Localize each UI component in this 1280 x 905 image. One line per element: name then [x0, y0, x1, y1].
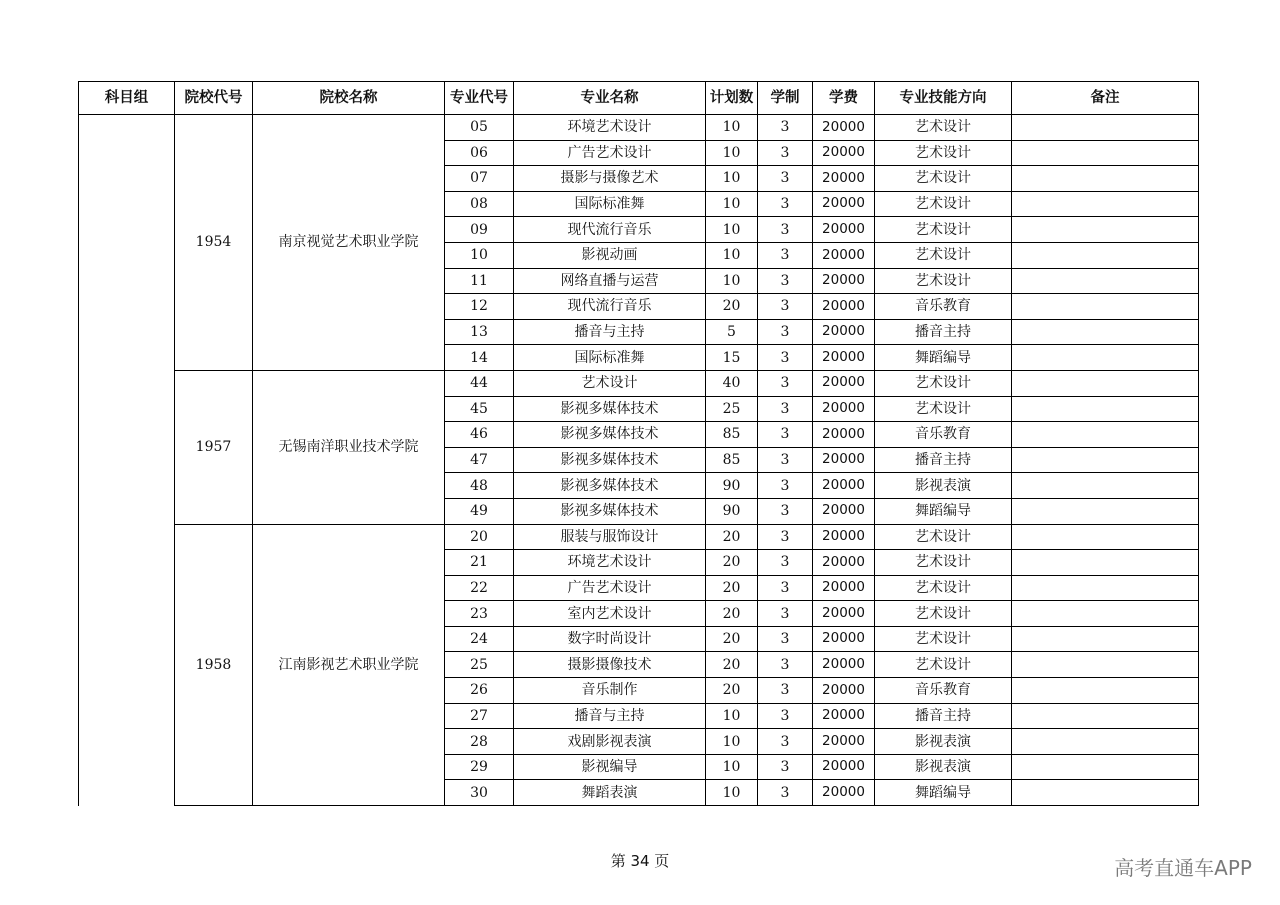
skill-direction-cell: 艺术设计	[875, 396, 1012, 422]
remark-cell	[1012, 115, 1199, 141]
duration-cell: 3	[758, 370, 813, 396]
tuition-cell: 20000	[813, 601, 875, 627]
major-code-cell: 49	[445, 498, 514, 524]
header-major-code: 专业代号	[445, 82, 514, 115]
skill-direction-cell: 播音主持	[875, 319, 1012, 345]
major-name-cell: 现代流行音乐	[514, 217, 706, 243]
enrollment-table	[78, 81, 1199, 806]
major-code-cell: 09	[445, 217, 514, 243]
plan-count-cell: 20	[706, 652, 758, 678]
major-name-cell: 室内艺术设计	[514, 601, 706, 627]
major-code-cell: 08	[445, 191, 514, 217]
skill-direction-cell: 音乐教育	[875, 678, 1012, 704]
major-name-cell: 影视多媒体技术	[514, 498, 706, 524]
major-code-cell: 26	[445, 678, 514, 704]
school-code-cell: 1957	[175, 370, 253, 524]
major-code-cell: 23	[445, 601, 514, 627]
remark-cell	[1012, 754, 1199, 780]
remark-cell	[1012, 268, 1199, 294]
plan-count-cell: 10	[706, 729, 758, 755]
major-name-cell: 广告艺术设计	[514, 140, 706, 166]
major-name-cell: 国际标准舞	[514, 345, 706, 371]
plan-count-cell: 20	[706, 524, 758, 550]
major-name-cell: 舞蹈表演	[514, 780, 706, 806]
duration-cell: 3	[758, 780, 813, 806]
duration-cell: 3	[758, 652, 813, 678]
major-name-cell: 播音与主持	[514, 319, 706, 345]
remark-cell	[1012, 370, 1199, 396]
header-duration: 学制	[758, 82, 813, 115]
remark-cell	[1012, 626, 1199, 652]
remark-cell	[1012, 242, 1199, 268]
tuition-cell: 20000	[813, 268, 875, 294]
plan-count-cell: 90	[706, 498, 758, 524]
major-code-cell: 13	[445, 319, 514, 345]
skill-direction-cell: 播音主持	[875, 703, 1012, 729]
skill-direction-cell: 艺术设计	[875, 626, 1012, 652]
tuition-cell: 20000	[813, 396, 875, 422]
major-name-cell: 网络直播与运营	[514, 268, 706, 294]
tuition-cell: 20000	[813, 652, 875, 678]
major-code-cell: 06	[445, 140, 514, 166]
duration-cell: 3	[758, 729, 813, 755]
tuition-cell: 20000	[813, 319, 875, 345]
duration-cell: 3	[758, 498, 813, 524]
header-remarks: 备注	[1012, 82, 1199, 115]
duration-cell: 3	[758, 345, 813, 371]
remark-cell	[1012, 703, 1199, 729]
tuition-cell: 20000	[813, 703, 875, 729]
plan-count-cell: 10	[706, 191, 758, 217]
skill-direction-cell: 影视表演	[875, 473, 1012, 499]
duration-cell: 3	[758, 575, 813, 601]
remark-cell	[1012, 191, 1199, 217]
tuition-cell: 20000	[813, 115, 875, 141]
duration-cell: 3	[758, 242, 813, 268]
duration-cell: 3	[758, 140, 813, 166]
duration-cell: 3	[758, 166, 813, 192]
skill-direction-cell: 艺术设计	[875, 524, 1012, 550]
plan-count-cell: 40	[706, 370, 758, 396]
major-name-cell: 音乐制作	[514, 678, 706, 704]
major-name-cell: 戏剧影视表演	[514, 729, 706, 755]
major-code-cell: 48	[445, 473, 514, 499]
remark-cell	[1012, 294, 1199, 320]
major-code-cell: 10	[445, 242, 514, 268]
remark-cell	[1012, 601, 1199, 627]
duration-cell: 3	[758, 396, 813, 422]
skill-direction-cell: 艺术设计	[875, 217, 1012, 243]
major-code-cell: 05	[445, 115, 514, 141]
header-skill-direction: 专业技能方向	[875, 82, 1012, 115]
subject-group-cell	[79, 115, 175, 806]
major-code-cell: 21	[445, 550, 514, 576]
header-school-name: 院校名称	[253, 82, 445, 115]
plan-count-cell: 10	[706, 242, 758, 268]
skill-direction-cell: 艺术设计	[875, 166, 1012, 192]
major-code-cell: 07	[445, 166, 514, 192]
skill-direction-cell: 舞蹈编导	[875, 780, 1012, 806]
tuition-cell: 20000	[813, 678, 875, 704]
plan-count-cell: 20	[706, 550, 758, 576]
duration-cell: 3	[758, 678, 813, 704]
page-number: 第 34 页	[610, 852, 670, 870]
duration-cell: 3	[758, 422, 813, 448]
school-name-cell: 无锡南洋职业技术学院	[253, 370, 445, 524]
tuition-cell: 20000	[813, 780, 875, 806]
skill-direction-cell: 艺术设计	[875, 652, 1012, 678]
major-name-cell: 摄影与摄像艺术	[514, 166, 706, 192]
school-code-cell: 1954	[175, 115, 253, 371]
major-name-cell: 环境艺术设计	[514, 550, 706, 576]
tuition-cell: 20000	[813, 498, 875, 524]
tuition-cell: 20000	[813, 447, 875, 473]
skill-direction-cell: 艺术设计	[875, 191, 1012, 217]
major-code-cell: 20	[445, 524, 514, 550]
table-row	[79, 115, 1199, 141]
remark-cell	[1012, 473, 1199, 499]
major-code-cell: 30	[445, 780, 514, 806]
duration-cell: 3	[758, 601, 813, 627]
tuition-cell: 20000	[813, 294, 875, 320]
major-code-cell: 29	[445, 754, 514, 780]
remark-cell	[1012, 345, 1199, 371]
header-row	[79, 82, 1199, 115]
tuition-cell: 20000	[813, 217, 875, 243]
skill-direction-cell: 舞蹈编导	[875, 498, 1012, 524]
tuition-cell: 20000	[813, 166, 875, 192]
major-name-cell: 艺术设计	[514, 370, 706, 396]
remark-cell	[1012, 217, 1199, 243]
major-name-cell: 服装与服饰设计	[514, 524, 706, 550]
remark-cell	[1012, 575, 1199, 601]
skill-direction-cell: 艺术设计	[875, 268, 1012, 294]
duration-cell: 3	[758, 268, 813, 294]
skill-direction-cell: 音乐教育	[875, 422, 1012, 448]
tuition-cell: 20000	[813, 242, 875, 268]
major-code-cell: 28	[445, 729, 514, 755]
tuition-cell: 20000	[813, 550, 875, 576]
school-code-cell: 1958	[175, 524, 253, 806]
skill-direction-cell: 艺术设计	[875, 115, 1012, 141]
remark-cell	[1012, 652, 1199, 678]
header-tuition: 学费	[813, 82, 875, 115]
major-name-cell: 影视编导	[514, 754, 706, 780]
skill-direction-cell: 艺术设计	[875, 601, 1012, 627]
plan-count-cell: 25	[706, 396, 758, 422]
major-code-cell: 11	[445, 268, 514, 294]
major-code-cell: 12	[445, 294, 514, 320]
remark-cell	[1012, 524, 1199, 550]
major-code-cell: 45	[445, 396, 514, 422]
major-name-cell: 播音与主持	[514, 703, 706, 729]
plan-count-cell: 85	[706, 447, 758, 473]
major-code-cell: 25	[445, 652, 514, 678]
plan-count-cell: 10	[706, 754, 758, 780]
remark-cell	[1012, 447, 1199, 473]
skill-direction-cell: 艺术设计	[875, 575, 1012, 601]
tuition-cell: 20000	[813, 626, 875, 652]
remark-cell	[1012, 498, 1199, 524]
tuition-cell: 20000	[813, 370, 875, 396]
skill-direction-cell: 音乐教育	[875, 294, 1012, 320]
plan-count-cell: 10	[706, 217, 758, 243]
school-name-cell: 江南影视艺术职业学院	[253, 524, 445, 806]
table-body	[79, 115, 1199, 806]
duration-cell: 3	[758, 473, 813, 499]
remark-cell	[1012, 140, 1199, 166]
duration-cell: 3	[758, 754, 813, 780]
plan-count-cell: 15	[706, 345, 758, 371]
remark-cell	[1012, 780, 1199, 806]
duration-cell: 3	[758, 294, 813, 320]
major-name-cell: 影视多媒体技术	[514, 396, 706, 422]
header-subject-group: 科目组	[79, 82, 175, 115]
tuition-cell: 20000	[813, 140, 875, 166]
table-row	[79, 370, 1199, 396]
major-code-cell: 47	[445, 447, 514, 473]
duration-cell: 3	[758, 191, 813, 217]
major-code-cell: 22	[445, 575, 514, 601]
tuition-cell: 20000	[813, 575, 875, 601]
plan-count-cell: 85	[706, 422, 758, 448]
tuition-cell: 20000	[813, 473, 875, 499]
skill-direction-cell: 艺术设计	[875, 370, 1012, 396]
remark-cell	[1012, 319, 1199, 345]
skill-direction-cell: 艺术设计	[875, 140, 1012, 166]
duration-cell: 3	[758, 550, 813, 576]
skill-direction-cell: 播音主持	[875, 447, 1012, 473]
plan-count-cell: 5	[706, 319, 758, 345]
duration-cell: 3	[758, 524, 813, 550]
remark-cell	[1012, 422, 1199, 448]
school-name-cell: 南京视觉艺术职业学院	[253, 115, 445, 371]
plan-count-cell: 90	[706, 473, 758, 499]
remark-cell	[1012, 729, 1199, 755]
header-plan-count: 计划数	[706, 82, 758, 115]
tuition-cell: 20000	[813, 754, 875, 780]
plan-count-cell: 10	[706, 115, 758, 141]
plan-count-cell: 10	[706, 780, 758, 806]
remark-cell	[1012, 550, 1199, 576]
skill-direction-cell: 影视表演	[875, 729, 1012, 755]
major-name-cell: 现代流行音乐	[514, 294, 706, 320]
skill-direction-cell: 舞蹈编导	[875, 345, 1012, 371]
major-name-cell: 影视多媒体技术	[514, 447, 706, 473]
major-code-cell: 27	[445, 703, 514, 729]
major-name-cell: 环境艺术设计	[514, 115, 706, 141]
major-name-cell: 摄影摄像技术	[514, 652, 706, 678]
skill-direction-cell: 影视表演	[875, 754, 1012, 780]
plan-count-cell: 20	[706, 575, 758, 601]
duration-cell: 3	[758, 217, 813, 243]
remark-cell	[1012, 678, 1199, 704]
major-name-cell: 影视动画	[514, 242, 706, 268]
tuition-cell: 20000	[813, 422, 875, 448]
tuition-cell: 20000	[813, 524, 875, 550]
major-name-cell: 数字时尚设计	[514, 626, 706, 652]
major-name-cell: 影视多媒体技术	[514, 422, 706, 448]
major-name-cell: 影视多媒体技术	[514, 473, 706, 499]
duration-cell: 3	[758, 703, 813, 729]
tuition-cell: 20000	[813, 191, 875, 217]
table-header	[79, 82, 1199, 115]
duration-cell: 3	[758, 319, 813, 345]
plan-count-cell: 20	[706, 678, 758, 704]
major-name-cell: 国际标准舞	[514, 191, 706, 217]
remark-cell	[1012, 396, 1199, 422]
plan-count-cell: 20	[706, 601, 758, 627]
skill-direction-cell: 艺术设计	[875, 242, 1012, 268]
skill-direction-cell: 艺术设计	[875, 550, 1012, 576]
plan-count-cell: 20	[706, 294, 758, 320]
duration-cell: 3	[758, 447, 813, 473]
plan-count-cell: 10	[706, 140, 758, 166]
duration-cell: 3	[758, 626, 813, 652]
duration-cell: 3	[758, 115, 813, 141]
plan-count-cell: 10	[706, 703, 758, 729]
major-code-cell: 24	[445, 626, 514, 652]
table-row	[79, 524, 1199, 550]
major-code-cell: 46	[445, 422, 514, 448]
major-code-cell: 44	[445, 370, 514, 396]
tuition-cell: 20000	[813, 729, 875, 755]
major-code-cell: 14	[445, 345, 514, 371]
header-school-code: 院校代号	[175, 82, 253, 115]
plan-count-cell: 10	[706, 166, 758, 192]
major-name-cell: 广告艺术设计	[514, 575, 706, 601]
tuition-cell: 20000	[813, 345, 875, 371]
plan-count-cell: 10	[706, 268, 758, 294]
remark-cell	[1012, 166, 1199, 192]
header-major-name: 专业名称	[514, 82, 706, 115]
app-watermark: 高考直通车APP	[1114, 856, 1252, 880]
plan-count-cell: 20	[706, 626, 758, 652]
